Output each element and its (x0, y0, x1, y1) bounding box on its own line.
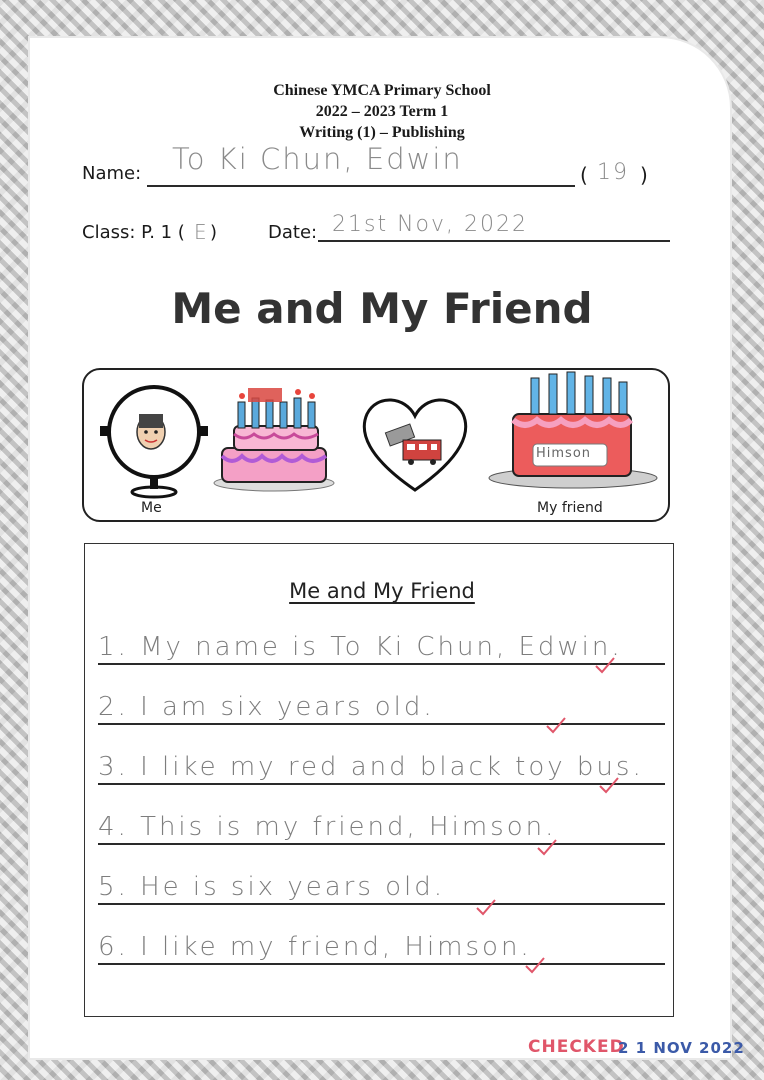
name-underline (147, 185, 575, 187)
writing-rule-1 (98, 663, 665, 665)
check-mark-icon (545, 716, 567, 734)
name-label: Name: (82, 163, 142, 184)
number-value: 19 (597, 160, 629, 185)
worksheet-subject: Writing (1) – Publishing (299, 124, 465, 141)
check-mark-icon (524, 956, 546, 974)
name-value: To Ki Chun, Edwin (172, 142, 463, 176)
date-value: 21st Nov, 2022 (332, 212, 528, 237)
sentence-2: 2. I am six years old. (98, 692, 435, 722)
heart-icon (357, 392, 473, 496)
class-close-paren: ) (210, 222, 218, 243)
writing-rule-5 (98, 903, 665, 905)
school-term: 2022 – 2023 Term 1 (315, 103, 449, 120)
writing-rule-6 (98, 963, 665, 965)
mirror-icon (98, 382, 210, 500)
friend-caption: My friend (537, 500, 603, 516)
sentence-6: 6. I like my friend, Himson. (98, 932, 532, 962)
class-value: E (194, 220, 209, 244)
birthday-cake-icon (212, 378, 342, 496)
friend-cake-icon (485, 368, 665, 492)
check-mark-icon (598, 776, 620, 794)
sentence-5: 5. He is six years old. (98, 872, 446, 902)
sentence-3: 3. I like my red and black toy bus. (98, 752, 644, 782)
school-name: Chinese YMCA Primary School (273, 82, 491, 99)
date-underline (318, 240, 670, 242)
check-mark-icon (475, 898, 497, 916)
writing-title: Me and My Friend (289, 579, 475, 603)
checked-stamp-word: CHECKED (528, 1037, 625, 1057)
number-close-paren: ) (640, 163, 648, 187)
class-label: Class: P. 1 ( (82, 222, 185, 243)
cake-name-tag: Himson (536, 446, 592, 461)
writing-rule-3 (98, 783, 665, 785)
writing-rule-4 (98, 843, 665, 845)
sentence-1: 1. My name is To Ki Chun, Edwin. (98, 632, 623, 662)
page-title: Me and My Friend (171, 284, 593, 333)
check-mark-icon (594, 656, 616, 674)
check-mark-icon (536, 838, 558, 856)
sentence-4: 4. This is my friend, Himson. (98, 812, 557, 842)
checked-stamp-date: 2 1 NOV 2022 (618, 1039, 745, 1057)
number-open-paren: ( (580, 163, 588, 187)
me-caption: Me (141, 500, 162, 516)
writing-rule-2 (98, 723, 665, 725)
date-label: Date: (268, 222, 318, 243)
